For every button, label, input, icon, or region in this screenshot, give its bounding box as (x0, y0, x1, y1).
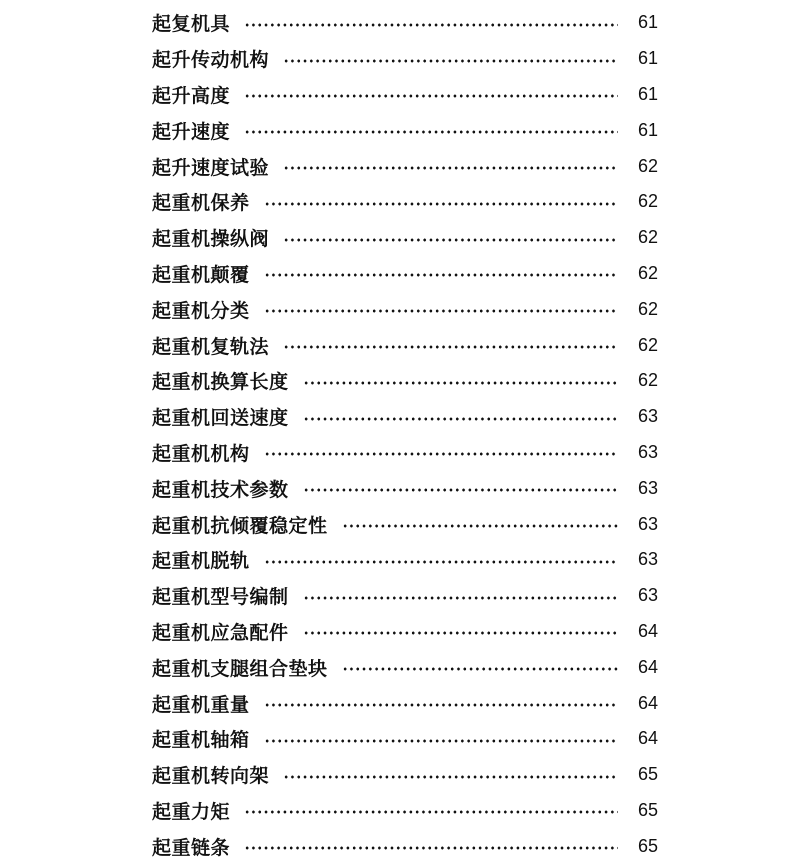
toc-entry-title: 起重力矩 (152, 797, 244, 824)
dot-leader (244, 94, 618, 98)
dot-leader (264, 452, 618, 456)
toc-entry[interactable] (152, 578, 658, 614)
dot-leader (283, 166, 618, 170)
toc-entry-page: 64 (637, 692, 658, 713)
toc-entry-page: 65 (637, 835, 658, 856)
dot-leader (264, 560, 618, 564)
toc-entry-page: 61 (637, 48, 658, 69)
toc-entry[interactable] (152, 470, 658, 506)
toc-entry[interactable] (152, 184, 658, 220)
dot-leader (264, 739, 618, 743)
dot-leader (342, 524, 618, 528)
toc-entry-page: 65 (637, 799, 658, 820)
dot-leader (303, 596, 618, 600)
toc-entry[interactable] (152, 614, 658, 650)
toc-entry-title: 起重机转向架 (152, 761, 283, 788)
dot-leader (283, 238, 618, 242)
toc-entry[interactable] (152, 363, 658, 399)
toc-entry[interactable] (152, 256, 658, 292)
toc-entry-page: 65 (637, 764, 658, 785)
toc-entry-page: 63 (637, 441, 658, 462)
dot-leader (264, 309, 618, 313)
toc-entry[interactable] (152, 435, 658, 471)
dot-leader (283, 775, 618, 779)
toc-entry-title: 起重机轴箱 (152, 725, 264, 752)
toc-entry[interactable] (152, 5, 658, 41)
dot-leader (244, 846, 618, 850)
toc-entry-title: 起重机颠覆 (152, 260, 264, 287)
dot-leader (264, 703, 618, 707)
toc-entry[interactable] (152, 41, 658, 77)
toc-entry-title: 起重机保养 (152, 188, 264, 215)
toc-entry[interactable] (152, 506, 658, 542)
dot-leader (244, 810, 618, 814)
toc-entry-title: 起升高度 (152, 81, 244, 108)
toc-entry[interactable] (152, 828, 658, 864)
toc-entry[interactable] (152, 649, 658, 685)
toc-entry[interactable] (152, 291, 658, 327)
toc-entry[interactable] (152, 721, 658, 757)
toc-entry-page: 63 (637, 549, 658, 570)
toc-entry[interactable] (152, 77, 658, 113)
dot-leader (303, 631, 618, 635)
toc-entry-page: 62 (637, 370, 658, 391)
toc-entry-title: 起重机机构 (152, 439, 264, 466)
dot-leader (342, 667, 618, 671)
dot-leader (283, 345, 618, 349)
toc-entry-title: 起重机分类 (152, 296, 264, 323)
toc-entry[interactable] (152, 220, 658, 256)
toc-entry-title: 起重机操纵阀 (152, 224, 283, 251)
toc-entry[interactable] (152, 148, 658, 184)
toc-entry-page: 63 (637, 477, 658, 498)
toc-entry[interactable] (152, 327, 658, 363)
toc-entry-page: 63 (637, 513, 658, 534)
toc-entry[interactable] (152, 112, 658, 148)
dot-leader (264, 202, 618, 206)
toc-entry-page: 62 (637, 155, 658, 176)
toc-entry-page: 64 (637, 728, 658, 749)
toc-entry-page: 61 (637, 119, 658, 140)
toc-entry-page: 61 (637, 83, 658, 104)
toc-entry-title: 起重机脱轨 (152, 546, 264, 573)
toc-entry-page: 61 (637, 12, 658, 33)
toc-entry-title: 起重机重量 (152, 690, 264, 717)
toc-entry-page: 63 (637, 585, 658, 606)
toc-entry-page: 62 (637, 262, 658, 283)
dot-leader (303, 488, 618, 492)
dot-leader (303, 381, 618, 385)
toc-entry-page: 62 (637, 227, 658, 248)
toc-entry[interactable] (152, 399, 658, 435)
dot-leader (244, 130, 618, 134)
toc-entry-title: 起重机抗倾覆稳定性 (152, 511, 342, 538)
toc-entry-title: 起重链条 (152, 833, 244, 860)
toc-entry-title: 起重机型号编制 (152, 582, 303, 609)
toc-entry-page: 62 (637, 298, 658, 319)
toc-entry-title: 起重机支腿组合垫块 (152, 654, 342, 681)
toc-entry-title: 起重机回送速度 (152, 403, 303, 430)
toc-entry[interactable] (152, 757, 658, 793)
toc-entry-page: 62 (637, 191, 658, 212)
toc-entry-title: 起复机具 (152, 9, 244, 36)
toc-entry[interactable] (152, 685, 658, 721)
toc-entry-page: 63 (637, 406, 658, 427)
dot-leader (264, 273, 618, 277)
table-of-contents (152, 0, 658, 864)
toc-entry-title: 起重机换算长度 (152, 367, 303, 394)
dot-leader (244, 23, 618, 27)
toc-entry-title: 起重机技术参数 (152, 475, 303, 502)
toc-entry[interactable] (152, 542, 658, 578)
dot-leader (283, 59, 618, 63)
toc-entry[interactable] (152, 793, 658, 829)
toc-entry-title: 起升速度 (152, 117, 244, 144)
toc-entry-title: 起升传动机构 (152, 45, 283, 72)
toc-entry-page: 64 (637, 656, 658, 677)
toc-entry-page: 62 (637, 334, 658, 355)
toc-entry-title: 起升速度试验 (152, 153, 283, 180)
dot-leader (303, 417, 618, 421)
toc-entry-title: 起重机复轨法 (152, 332, 283, 359)
toc-entry-page: 64 (637, 620, 658, 641)
toc-entry-title: 起重机应急配件 (152, 618, 303, 645)
